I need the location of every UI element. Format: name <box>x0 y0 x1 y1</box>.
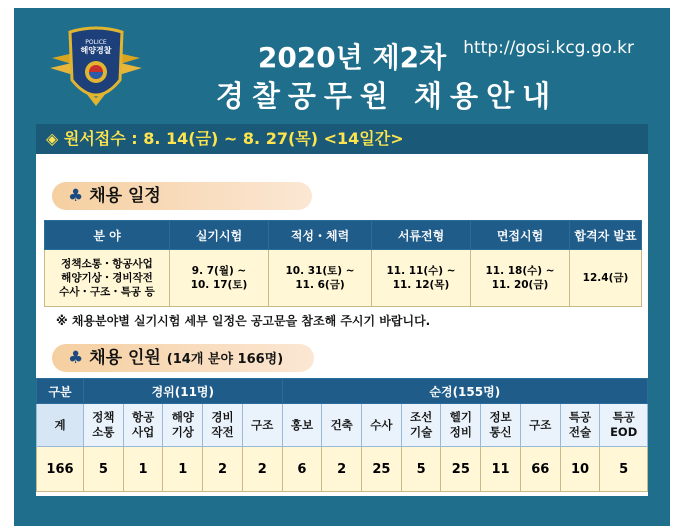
recruitment-field-row <box>37 404 648 447</box>
field-header-cell: 계 <box>37 404 84 447</box>
field-header-cell: 특공 전술 <box>560 404 600 447</box>
col-practical: 실기시험 <box>170 221 269 250</box>
count-cell: 1 <box>163 447 203 492</box>
count-cell: 166 <box>37 447 84 492</box>
recruitment-table <box>36 378 648 492</box>
col-aptitude: 적성・체력 <box>269 221 372 250</box>
schedule-header-row <box>45 221 642 250</box>
count-cell: 11 <box>481 447 521 492</box>
recruitment-group-row <box>37 379 648 404</box>
field-header-cell: 정책 소통 <box>84 404 124 447</box>
aptitude-cell: 10. 31(토) ~ 11. 6(금) <box>269 250 372 307</box>
documents-cell: 11. 11(수) ~ 11. 12(목) <box>372 250 471 307</box>
poster-title-line1: 2020년 제2차 <box>257 41 447 74</box>
field-header-cell: 구조 <box>520 404 560 447</box>
group-officer: 순경(155명) <box>282 379 647 404</box>
count-cell: 2 <box>242 447 282 492</box>
field-header-cell: 해양 기상 <box>163 404 203 447</box>
field-header-cell: 조선 기술 <box>401 404 441 447</box>
col-field: 분 야 <box>45 221 170 250</box>
content-panel <box>36 124 648 496</box>
count-cell: 1 <box>123 447 163 492</box>
count-cell: 10 <box>560 447 600 492</box>
col-documents: 서류전형 <box>372 221 471 250</box>
field-header-cell: 경비 작전 <box>203 404 243 447</box>
field-header-cell: 홍보 <box>282 404 322 447</box>
svg-text:POLICE: POLICE <box>85 39 107 46</box>
svg-text:해양경찰: 해양경찰 <box>80 46 112 55</box>
recruitment-values-row <box>37 447 648 492</box>
group-inspector: 경위(11명) <box>84 379 283 404</box>
count-cell: 5 <box>600 447 648 492</box>
field-header-cell: 특공 EOD <box>600 404 648 447</box>
recruitment-section-title: ♣ 채용 인원 (14개 분야 166명) <box>52 344 314 372</box>
col-announcement: 합격자 발표 <box>570 221 642 250</box>
field-header-cell: 구조 <box>242 404 282 447</box>
club-icon: ♣ <box>68 186 84 206</box>
practical-cell: 9. 7(월) ~ 10. 17(토) <box>170 250 269 307</box>
col-interview: 면접시험 <box>471 221 570 250</box>
field-header-cell: 헬기 정비 <box>441 404 481 447</box>
poster-title-line2: 경찰공무원 채용안내 <box>215 79 559 113</box>
count-cell: 66 <box>520 447 560 492</box>
count-cell: 5 <box>84 447 124 492</box>
interview-cell: 11. 18(수) ~ 11. 20(금) <box>471 250 570 307</box>
schedule-note: ※ 채용분야별 실기시험 세부 일정은 공고문을 참조해 주시기 바랍니다. <box>56 314 431 328</box>
announcement-cell: 12.4(금) <box>570 250 642 307</box>
count-cell: 2 <box>322 447 362 492</box>
group-category: 구분 <box>37 379 84 404</box>
club-icon: ♣ <box>68 348 84 368</box>
field-cell: 정책소통・항공사업 해양기상・경비작전 수사・구조・특공 등 <box>45 250 170 307</box>
field-header-cell: 수사 <box>362 404 402 447</box>
recruitment-poster <box>14 8 670 526</box>
count-cell: 2 <box>203 447 243 492</box>
site-url[interactable]: http://gosi.kcg.go.kr <box>463 38 634 58</box>
schedule-table <box>44 220 642 307</box>
field-header-cell: 항공 사업 <box>123 404 163 447</box>
application-period: ◈ 원서접수 : 8. 14(금) ~ 8. 27(목) <14일간> <box>36 124 648 154</box>
field-header-cell: 건축 <box>322 404 362 447</box>
field-header-cell: 정보 통신 <box>481 404 521 447</box>
count-cell: 25 <box>362 447 402 492</box>
count-cell: 6 <box>282 447 322 492</box>
count-cell: 25 <box>441 447 481 492</box>
schedule-section-title: ♣ 채용 일정 <box>52 182 312 210</box>
schedule-row <box>45 250 642 307</box>
count-cell: 5 <box>401 447 441 492</box>
